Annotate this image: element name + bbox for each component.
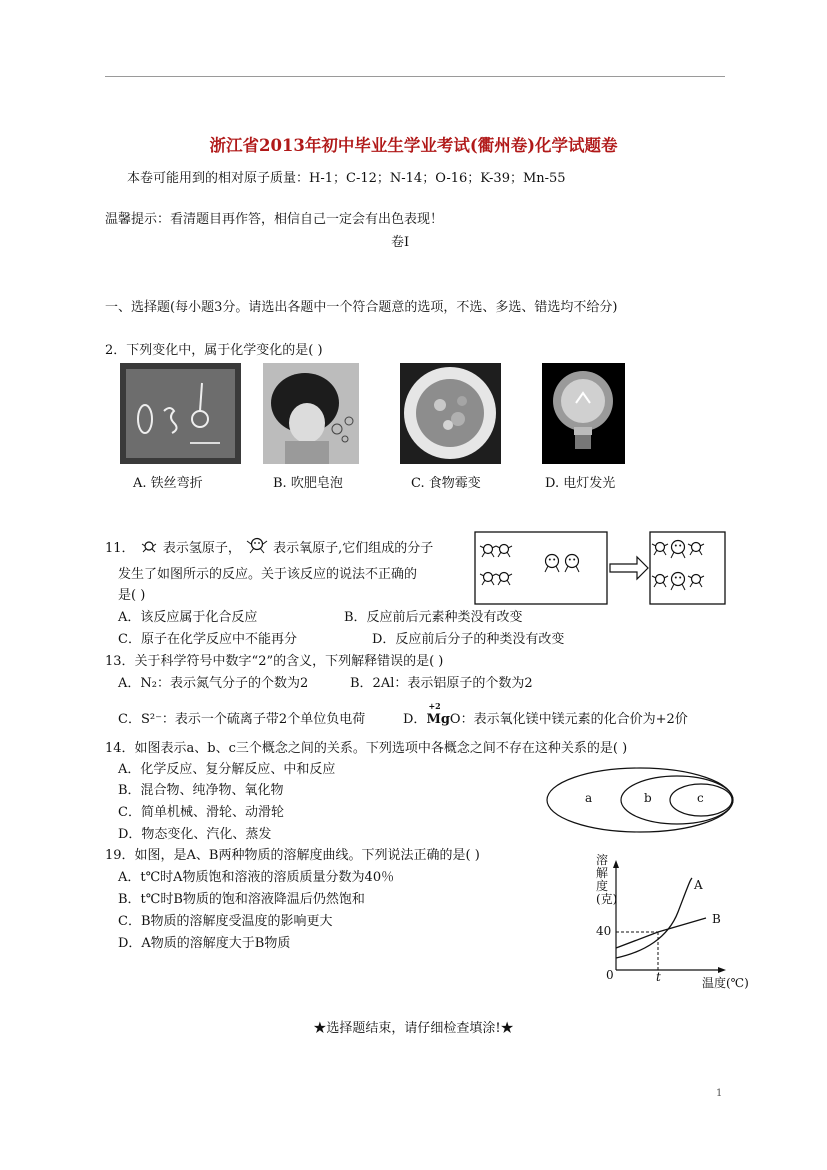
q19-solubility-graph (594, 852, 764, 992)
q19-option-a: A．t℃时A物质饱和溶液的溶质质量分数为40％ (118, 870, 395, 885)
q14-option-c: C．简单机械、滑轮、动滑轮 (118, 805, 284, 820)
q14-stem: 14．如图表示a、b、c三个概念之间的关系。下列选项中各概念之间不存在这种关系的是( ) (105, 741, 628, 756)
q14-option-b: B．混合物、纯净物、氧化物 (118, 783, 284, 798)
q2-image-a (120, 363, 241, 468)
curve-a (616, 878, 692, 958)
concept-b-label: b (644, 791, 652, 805)
q14-option-a: A．化学反应、复分解反应、中和反应 (118, 762, 336, 777)
q13-option-b: B．2Al：表示铝原子的个数为2 (350, 676, 533, 691)
q11-oxygen-text: 表示氧原子,它们组成的分子 (273, 541, 434, 556)
q14-option-d: D．物态变化、汽化、蒸发 (118, 827, 272, 842)
q13-option-d-prefix: D． (403, 712, 427, 727)
hydrogen-atom-icon (139, 540, 159, 554)
concept-c-label: c (697, 791, 704, 805)
q11-line1 (105, 537, 433, 556)
q13-option-d (403, 701, 688, 727)
curve-b (616, 918, 706, 948)
concept-b-ellipse (621, 776, 733, 824)
q11-option-d: D．反应前后分子的种类没有改变 (372, 632, 565, 647)
header-rule (105, 76, 725, 77)
q11-reaction-diagram (474, 531, 726, 609)
q2-option-d: D. 电灯发光 (545, 476, 616, 491)
q13-mg-symbol: Mg (426, 712, 450, 727)
q11-hydrogen-text: 表示氢原子， (162, 541, 241, 556)
q2-stem: 2．下列变化中，属于化学变化的是( ) (105, 343, 323, 358)
q19-stem: 19．如图，是A、B两种物质的溶解度曲线。下列说法正确的是( ) (105, 848, 480, 863)
q13-option-a: A．N₂：表示氮气分子的个数为2 (118, 676, 309, 691)
oxygen-atom-icon (245, 537, 269, 555)
q11-option-b: B．反应前后元素种类没有改变 (344, 610, 523, 625)
q13-charge-mark: +2 (428, 701, 441, 711)
section-heading: 一、选择题(每小题3分。请选出各题中一个符合题意的选项，不选、多选、错选均不给分) (105, 300, 618, 315)
end-note: ★选择题结束，请仔细检查填涂!★ (313, 1021, 514, 1036)
volume-label: 卷Ⅰ (391, 235, 410, 250)
q13-option-c: C．S²⁻：表示一个硫离子带2个单位负电荷 (118, 712, 366, 727)
curve-b-label: B (712, 912, 721, 926)
q2-option-b: B. 吹肥皂泡 (273, 476, 343, 491)
page-title: 浙江省2013年初中毕业生学业考试(衢州卷)化学试题卷 (209, 136, 618, 155)
q11-line3: 是( ) (118, 588, 146, 603)
page-number: 1 (716, 1088, 723, 1099)
tip: 温馨提示：看清题目再作答，相信自己一定会有出色表现！ (105, 212, 444, 227)
q11-number: 11． (105, 541, 135, 556)
q19-option-c: C．B物质的溶解度受温度的影响更大 (118, 914, 333, 929)
q11-line2: 发生了如图所示的反应。关于该反应的说法不正确的 (118, 567, 418, 582)
x-axis-label: 温度(℃) (702, 976, 749, 990)
x-tick-t: t (656, 970, 661, 984)
q2-option-a: A. 铁丝弯折 (133, 476, 203, 491)
q11-option-a: A．该反应属于化合反应 (118, 610, 258, 625)
curve-a-label: A (694, 878, 703, 892)
q2-option-c: C. 食物霉变 (411, 476, 481, 491)
q2-image-b (263, 363, 359, 468)
q13-option-d-text: O：表示氧化镁中镁元素的化合价为+2价 (449, 712, 688, 727)
origin-label: 0 (606, 968, 614, 982)
q2-image-c (400, 363, 501, 468)
q14-concept-diagram (545, 766, 735, 838)
q2-image-d (542, 363, 625, 468)
q19-option-b: B．t℃时B物质的饱和溶液降温后仍然饱和 (118, 892, 365, 907)
concept-a-label: a (585, 791, 593, 805)
q13-stem: 13．关于科学符号中数字“2”的含义，下列解释错误的是( ) (105, 654, 444, 669)
concept-a-ellipse (547, 768, 733, 832)
atomic-masses: 本卷可能用到的相对原子质量：H-1；C-12；N-14；O-16；K-39；Mn-55 (127, 171, 566, 186)
y-tick-40: 40 (596, 924, 612, 938)
q19-option-d: D．A物质的溶解度大于B物质 (118, 936, 291, 951)
q11-option-c: C．原子在化学反应中不能再分 (118, 632, 297, 647)
y-axis-label: 溶解度(克) (596, 853, 618, 906)
